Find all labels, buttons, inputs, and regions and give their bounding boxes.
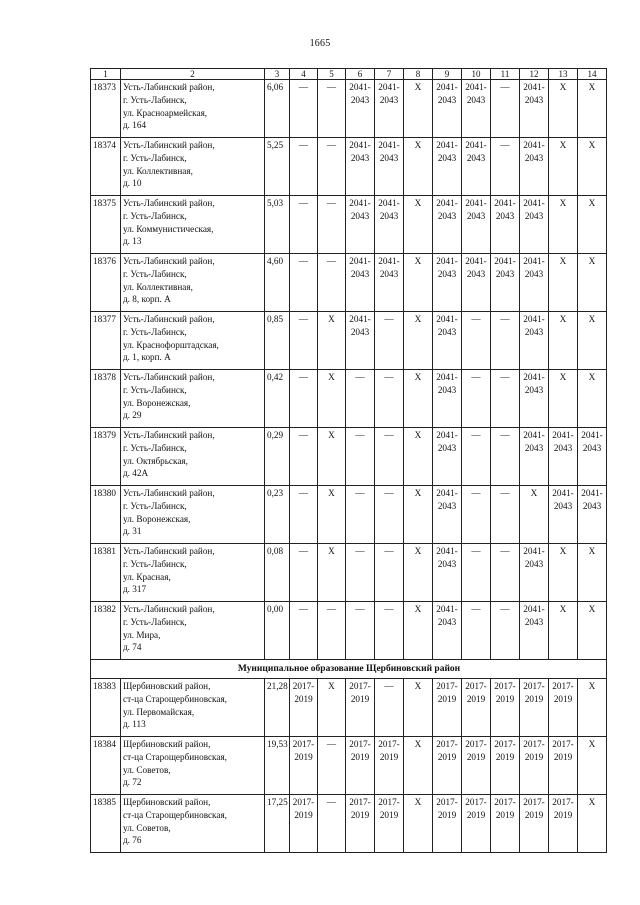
value-cell: — [290,428,318,486]
address-line: г. Усть-Лабинск, [123,558,187,569]
value-cell: — [375,312,404,370]
table-row [91,602,607,660]
address-line: г. Усть-Лабинск, [123,326,187,337]
value-cell: — [375,428,404,486]
value-cell: 2017- 2019 [290,737,318,795]
address-line: Щербиновский район, [123,681,211,691]
value-cell: 2041- 2043 [520,80,549,138]
address-cell [121,737,265,795]
value-cell: 5,25 [265,138,290,196]
value-cell: 2041- 2043 [462,254,491,312]
value-cell: X [318,428,346,486]
address-line: ул. Коллективная, [123,165,193,176]
value-cell: 2041- 2043 [375,80,404,138]
value-cell: 2041- 2043 [346,80,375,138]
value-cell: X [578,254,607,312]
value-cell: 2041- 2043 [433,486,462,544]
address-line: г. Усть-Лабинск, [123,94,187,105]
row-number: 18381 [91,544,121,602]
data-table [90,68,607,853]
column-header: 10 [462,69,491,80]
address-cell [121,254,265,312]
address-line: ул. Краснофорштадская, [123,339,219,350]
value-cell: X [549,196,578,254]
column-header: 6 [346,69,375,80]
value-cell: X [404,679,433,737]
value-cell: 2041- 2043 [346,254,375,312]
value-cell: 2017- 2019 [549,679,578,737]
value-cell: — [290,370,318,428]
value-cell: 2041- 2043 [375,138,404,196]
table-body [91,69,607,853]
value-cell: — [491,544,520,602]
value-cell: — [462,312,491,370]
address-line: ул. Мира, [123,629,161,640]
address-cell [121,196,265,254]
value-cell: 2041- 2043 [520,428,549,486]
value-cell: — [375,679,404,737]
value-cell: 2017- 2019 [346,737,375,795]
value-cell: 2041- 2043 [491,196,520,254]
address-line: г. Усть-Лабинск, [123,268,187,279]
value-cell: — [462,602,491,660]
address-line: ул. Воронежская, [123,513,191,524]
value-cell: — [375,602,404,660]
value-cell: — [290,544,318,602]
value-cell: — [491,138,520,196]
address-line: д. 13 [123,236,142,247]
value-cell: 2041- 2043 [346,138,375,196]
value-cell: 0,42 [265,370,290,428]
value-cell: 0,23 [265,486,290,544]
table-row [91,737,607,795]
value-cell: X [404,312,433,370]
address-line: ст-ца Старощербиновская, [123,751,227,762]
address-line: д. 10 [123,178,142,189]
value-cell: X [578,312,607,370]
address-cell [121,544,265,602]
address-line: ул. Красноармейская, [123,107,208,118]
row-number: 18380 [91,486,121,544]
row-number: 18383 [91,679,121,737]
value-cell: 2041- 2043 [433,254,462,312]
table-row [91,544,607,602]
column-header: 1 [91,69,121,80]
address-cell [121,80,265,138]
value-cell: — [318,254,346,312]
value-cell: — [346,486,375,544]
value-cell: — [346,370,375,428]
address-line: ул. Первомайская, [123,706,195,717]
value-cell: 5,03 [265,196,290,254]
address-cell [121,312,265,370]
value-cell: — [375,486,404,544]
value-cell: 2041- 2043 [433,80,462,138]
value-cell: 2017- 2019 [433,679,462,737]
column-header: 7 [375,69,404,80]
address-line: Усть-Лабинский район, [123,314,215,324]
address-line: ул. Коллективная, [123,281,193,292]
address-line: д. 42А [123,468,149,479]
column-header: 5 [318,69,346,80]
address-line: г. Усть-Лабинск, [123,442,187,453]
address-cell [121,370,265,428]
value-cell: 2017- 2019 [433,795,462,853]
address-line: д. 29 [123,410,142,421]
address-line: Щербиновский район, [123,739,211,749]
value-cell: 4,60 [265,254,290,312]
value-cell: — [318,737,346,795]
value-cell: — [375,544,404,602]
value-cell: — [290,486,318,544]
value-cell: 2017- 2019 [491,737,520,795]
value-cell: X [549,254,578,312]
value-cell: 2017- 2019 [290,679,318,737]
value-cell: 2041- 2043 [346,196,375,254]
value-cell: 0,85 [265,312,290,370]
table-header-row [91,69,607,80]
value-cell: — [318,138,346,196]
value-cell: — [318,196,346,254]
value-cell: — [375,370,404,428]
address-line: д. 72 [123,777,142,788]
table-row [91,428,607,486]
address-line: ст-ца Старощербиновская, [123,693,227,704]
address-line: Усть-Лабинский район, [123,488,215,498]
table-row [91,486,607,544]
address-line: г. Усть-Лабинск, [123,616,187,627]
address-cell [121,679,265,737]
value-cell: X [549,544,578,602]
column-header: 8 [404,69,433,80]
address-cell [121,602,265,660]
value-cell: — [290,602,318,660]
value-cell: X [404,544,433,602]
value-cell: — [462,428,491,486]
value-cell: X [578,795,607,853]
address-line: Усть-Лабинский район, [123,372,215,382]
value-cell: — [346,544,375,602]
value-cell: 2041- 2043 [520,196,549,254]
value-cell: X [318,544,346,602]
value-cell: 2041- 2043 [433,370,462,428]
value-cell: 2041- 2043 [549,428,578,486]
value-cell: — [346,428,375,486]
value-cell: 2041- 2043 [578,486,607,544]
value-cell: 2017- 2019 [290,795,318,853]
value-cell: X [318,679,346,737]
value-cell: 0,00 [265,602,290,660]
value-cell: X [318,370,346,428]
value-cell: — [290,80,318,138]
value-cell: 2017- 2019 [520,737,549,795]
column-header: 3 [265,69,290,80]
value-cell: X [578,737,607,795]
address-line: Усть-Лабинский район, [123,546,215,556]
value-cell: — [318,602,346,660]
value-cell: — [491,312,520,370]
address-line: ул. Советов, [123,822,171,833]
value-cell: — [491,428,520,486]
value-cell: 2041- 2043 [375,254,404,312]
page-number: 1665 [309,38,331,49]
value-cell: X [404,80,433,138]
value-cell: 2041- 2043 [462,138,491,196]
value-cell: X [404,428,433,486]
address-line: д. 113 [123,719,146,730]
value-cell: 17,25 [265,795,290,853]
value-cell: 2041- 2043 [375,196,404,254]
value-cell: X [404,196,433,254]
value-cell: 2017- 2019 [462,679,491,737]
value-cell: 2041- 2043 [462,196,491,254]
address-line: д. 164 [123,120,147,131]
address-line: ул. Коммунистическая, [123,223,214,234]
value-cell: X [318,486,346,544]
address-line: ст-ца Старощербиновская, [123,809,227,820]
row-number: 18376 [91,254,121,312]
value-cell: 2041- 2043 [520,312,549,370]
value-cell: 6,06 [265,80,290,138]
row-number: 18375 [91,196,121,254]
value-cell: 2041- 2043 [549,486,578,544]
value-cell: — [491,602,520,660]
value-cell: 2017- 2019 [433,737,462,795]
table-row [91,138,607,196]
value-cell: 2017- 2019 [375,737,404,795]
value-cell: X [549,138,578,196]
value-cell: X [578,679,607,737]
column-header: 12 [520,69,549,80]
value-cell: X [578,370,607,428]
address-line: г. Усть-Лабинск, [123,210,187,221]
value-cell: X [404,602,433,660]
address-line: д. 317 [123,584,147,595]
value-cell: 21,28 [265,679,290,737]
value-cell: 2041- 2043 [433,544,462,602]
address-line: д. 76 [123,835,142,846]
value-cell: 2041- 2043 [578,428,607,486]
address-line: Усть-Лабинский район, [123,140,215,150]
value-cell: X [318,312,346,370]
row-number: 18377 [91,312,121,370]
value-cell: — [318,795,346,853]
value-cell: — [290,138,318,196]
value-cell: 2041- 2043 [433,196,462,254]
address-line: ул. Октябрьская, [123,455,188,466]
value-cell: X [578,544,607,602]
value-cell: — [491,370,520,428]
value-cell: 2017- 2019 [375,795,404,853]
value-cell: X [549,80,578,138]
address-line: д. 1, корп. А [123,352,171,363]
value-cell: X [404,486,433,544]
value-cell: — [462,544,491,602]
column-header: 11 [491,69,520,80]
table-row [91,370,607,428]
address-line: Усть-Лабинский район, [123,82,215,92]
value-cell: 2041- 2043 [520,254,549,312]
address-line: Усть-Лабинский район, [123,256,215,266]
row-number: 18385 [91,795,121,853]
value-cell: — [290,196,318,254]
table-row [91,679,607,737]
table-row [91,795,607,853]
address-cell [121,428,265,486]
value-cell: X [549,312,578,370]
value-cell: X [549,370,578,428]
value-cell: — [462,370,491,428]
value-cell: 2041- 2043 [433,312,462,370]
address-line: г. Усть-Лабинск, [123,384,187,395]
column-header: 2 [121,69,265,80]
address-line: Усть-Лабинский район, [123,604,215,614]
value-cell: X [520,486,549,544]
value-cell: — [491,486,520,544]
address-cell [121,486,265,544]
address-cell [121,795,265,853]
value-cell: 2017- 2019 [346,679,375,737]
value-cell: 0,29 [265,428,290,486]
address-line: д. 74 [123,642,142,653]
value-cell: X [549,602,578,660]
address-line: ул. Советов, [123,764,171,775]
value-cell: 0,08 [265,544,290,602]
section-row [91,660,607,679]
value-cell: — [290,254,318,312]
value-cell: 2017- 2019 [491,795,520,853]
row-number: 18382 [91,602,121,660]
table-row [91,254,607,312]
value-cell: 2017- 2019 [549,737,578,795]
value-cell: 2017- 2019 [549,795,578,853]
value-cell: 2041- 2043 [520,544,549,602]
column-header: 9 [433,69,462,80]
value-cell: 2017- 2019 [462,795,491,853]
address-line: Щербиновский район, [123,797,211,807]
value-cell: 2041- 2043 [433,428,462,486]
value-cell: 2017- 2019 [520,679,549,737]
row-number: 18379 [91,428,121,486]
table-row [91,80,607,138]
address-line: г. Усть-Лабинск, [123,500,187,511]
value-cell: X [404,737,433,795]
table-row [91,196,607,254]
address-line: д. 31 [123,526,142,537]
value-cell: 2041- 2043 [346,312,375,370]
value-cell: 2041- 2043 [433,602,462,660]
address-line: Усть-Лабинский район, [123,430,215,440]
value-cell: X [404,254,433,312]
value-cell: — [290,312,318,370]
row-number: 18384 [91,737,121,795]
value-cell: X [578,138,607,196]
value-cell: X [578,196,607,254]
value-cell: 2017- 2019 [462,737,491,795]
row-number: 18378 [91,370,121,428]
address-line: ул. Воронежская, [123,397,191,408]
value-cell: 2017- 2019 [520,795,549,853]
row-number: 18374 [91,138,121,196]
column-header: 14 [578,69,607,80]
value-cell: — [462,486,491,544]
value-cell: X [404,138,433,196]
value-cell: X [578,80,607,138]
column-header: 4 [290,69,318,80]
value-cell: — [318,80,346,138]
value-cell: 2041- 2043 [520,138,549,196]
value-cell: 2041- 2043 [433,138,462,196]
section-title: Муниципальное образование Щербиновский район [91,660,607,679]
value-cell: X [578,602,607,660]
value-cell: X [404,795,433,853]
value-cell: 2041- 2043 [520,370,549,428]
value-cell: — [346,602,375,660]
value-cell: X [404,370,433,428]
address-line: д. 8, корп. А [123,294,171,305]
value-cell: 2017- 2019 [346,795,375,853]
address-cell [121,138,265,196]
address-line: ул. Красная, [123,571,171,582]
value-cell: 2041- 2043 [520,602,549,660]
value-cell: 19,53 [265,737,290,795]
row-number: 18373 [91,80,121,138]
value-cell: — [491,80,520,138]
address-line: Усть-Лабинский район, [123,198,215,208]
column-header: 13 [549,69,578,80]
value-cell: 2041- 2043 [491,254,520,312]
value-cell: 2017- 2019 [491,679,520,737]
address-line: г. Усть-Лабинск, [123,152,187,163]
table-row [91,312,607,370]
value-cell: 2041- 2043 [462,80,491,138]
